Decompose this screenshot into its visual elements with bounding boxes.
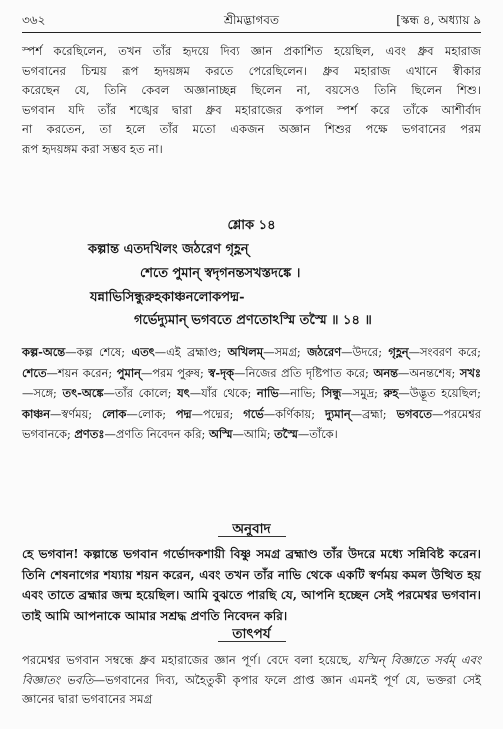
synonym-word: পদ্ম	[175, 406, 192, 421]
synonym-item: শেতে—শয়ন করেন;	[22, 365, 117, 380]
synonym-meaning: এই ব্রহ্মাণ্ড	[166, 345, 218, 359]
synonym-word: গৃহ্ণন্	[388, 345, 409, 359]
synonym-item: অনন্ত—অনন্তশেষ;	[373, 365, 460, 380]
synonym-word: অনন্ত	[373, 365, 398, 380]
synonym-meaning: সমুদ্র	[352, 386, 375, 400]
synonym-word: অস্মি	[208, 427, 233, 441]
synonym-item: কাঞ্চন—স্বর্ণময়;	[22, 406, 103, 421]
synonym-meaning: সংবরণ করে	[420, 345, 478, 359]
synonym-meaning: কল্প শেষে	[76, 345, 122, 359]
intro-paragraph	[22, 42, 481, 159]
synonym-item: তস্মৈ—তাঁকে।	[274, 427, 338, 441]
synonym-word: কল্প-অন্তে	[22, 345, 66, 359]
synonym-item: যৎ—যাঁর থেকে;	[177, 386, 257, 400]
purport-title-rule	[218, 641, 286, 642]
intro-line: ভগবানের চিন্ময় রূপ হৃদয়ঙ্গম করতে পেরেছিলেন। ধ্রুব মহারাজ এখানে স্বীকার	[22, 63, 481, 78]
synonym-meaning: উদরে	[352, 345, 379, 359]
synonym-meaning: শয়ন করেন	[57, 365, 109, 380]
synonym-item: লোক—লোক;	[102, 406, 176, 421]
translation-title: অনুবাদ	[232, 521, 271, 537]
synonym-meaning: অনন্তশেষ	[409, 365, 452, 380]
synonym-word: রুহ	[383, 386, 399, 400]
purport-title: তাৎপর্য	[232, 626, 271, 642]
synonym-word: স্ব-দৃক্	[208, 365, 235, 380]
synonym-item: প্রণতঃ—প্রণতি নিবেদন করি;	[74, 427, 209, 441]
synonym-item: দ্যুমান্—ব্রহ্মা;	[325, 406, 397, 421]
synonym-word: লোক	[102, 406, 127, 421]
synonym-word: তস্মৈ	[274, 427, 298, 441]
purport-quote: যস্মিন্ বিজ্ঞাতে সর্বম্ এবং বিজ্ঞাতং ভবতি	[22, 653, 481, 687]
verse-line-4: গর্ভেদ্যুমান্ ভগবতে প্রণতোঽস্মি তস্মৈ ॥ ১৪ ॥	[134, 313, 372, 328]
synonym-word: অখিলম্	[227, 345, 264, 359]
chapter-reference: [স্কন্ধ ৪, অধ্যায় ৯	[396, 13, 481, 27]
synonym-item: ভগবতে—পরমেশ্বর ভগবানকে;	[22, 406, 481, 441]
synonym-word: দ্যুমান্	[325, 406, 351, 421]
synonym-word: প্রণতঃ	[74, 427, 105, 441]
purport-end: —ভগবানের দিব্য, অহৈতুকী কৃপার ফলে প্রাপ্ত জ্ঞান এমনই পূর্ণ যে, ভক্তরা সেই জ্ঞানের দ্বারা ভগবানের সমগ্র	[22, 672, 482, 706]
page-number: ৩৬২	[22, 13, 46, 27]
synonym-item: সখঃ—সঙ্গে;	[22, 365, 481, 400]
synonym-word: পুমান্	[116, 365, 141, 380]
intro-line: স্পর্শ করেছিলেন, তখন তাঁর হৃদয়ে দিব্য জ্ঞান প্রকাশিত হয়েছিল, এবং ধ্রুব মহারাজ	[22, 44, 481, 58]
verse-line-1: কল্পান্ত এতদখিলং জঠরেণ গৃহ্ণন্	[88, 242, 249, 257]
synonym-item: নাভি—নাভি;	[256, 386, 322, 400]
intro-line: করেছেন যে, তিনি কেবল অজ্ঞানাচ্ছন্ন ছিলেন না, বয়সেও তিনি ছিলেন শিশু।	[22, 83, 481, 97]
synonym-word: শেতে	[22, 365, 47, 380]
synonym-meaning: স্বর্ণময়	[61, 406, 89, 421]
synonym-word: জঠরেণ	[307, 345, 342, 359]
synonym-meaning: কর্ণিকায়	[275, 406, 312, 421]
synonym-word: এতৎ	[131, 345, 155, 359]
synonym-word: যৎ	[177, 386, 190, 400]
synonym-item: গৃহ্ণন্—সংবরণ করে;	[388, 345, 481, 359]
synonym-item: পদ্ম—পদ্মের;	[175, 406, 244, 421]
intro-line: না করতেন, তা হলে তাঁর মতো একজন অজ্ঞান শিশুর পক্ষে ভগবানের পরম	[22, 122, 481, 136]
synonym-meaning: যাঁর থেকে	[201, 386, 248, 400]
synonym-meaning: সমগ্র	[274, 345, 297, 359]
synonym-meaning: তাঁর কোলে	[114, 386, 168, 400]
synonym-item: স্ব-দৃক্—নিজের প্রতি দৃষ্টিপাত করে;	[208, 365, 374, 380]
translation-title-rule	[218, 536, 286, 537]
synonym-word: সখঃ	[459, 365, 481, 380]
synonym-word: গর্ভে	[243, 406, 264, 421]
intro-line: রূপ হৃদয়ঙ্গম করা সম্ভব হত না।	[22, 141, 163, 156]
intro-line: ভগবান যদি তাঁর শঙ্খের দ্বারা ধ্রুব মহারাজের কপাল স্পর্শ করে তাঁকে আশীর্বাদ	[22, 102, 481, 117]
synonym-item: সিন্ধু—সমুদ্র;	[321, 386, 384, 400]
synonym-meaning: নিজের প্রতি দৃষ্টিপাত করে	[245, 365, 366, 380]
synonym-item: অস্মি—আমি;	[208, 427, 275, 441]
verse-title: শ্লোক ১৪	[227, 218, 276, 233]
synonym-meaning: প্রণতি নিবেদন করি	[115, 427, 202, 441]
translation-text: হে ভগবান! কল্পান্তে ভগবান গর্ভোদকশায়ী বিষ্ণু সমগ্র ব্রহ্মাণ্ড তাঁর উদরে মধ্যে সন্নিবিষ্ট করেন। তিনি শেষনাগের শয্যায় শয়ন করেন, এবং তখন তাঁর নাভি থেকে একটি স্বর্ণময় কমল উত্থিত হয় এবং তাতে ব্রহ্মার জন্ম হয়েছিল। আমি বুঝতে পারছি যে, আপনি হচ্ছেন সেই পরমেশ্বর ভগবান। তাই আমি আপনাকে আমার সশ্রদ্ধ প্রণতি নিবেদন করি।	[22, 547, 481, 623]
synonym-meaning: লোক	[137, 406, 163, 421]
synonym-item: পুমান্—পরম পুরুষ;	[116, 365, 209, 380]
synonym-meaning: আমি	[243, 427, 267, 441]
synonym-item: এতৎ—এই ব্রহ্মাণ্ড;	[131, 345, 228, 359]
synonym-meaning: নাভি	[290, 386, 313, 400]
synonym-item: তৎ-অঙ্কে—তাঁর কোলে;	[62, 386, 178, 400]
synonym-meaning: ব্রহ্মা	[362, 406, 383, 421]
verse-line-3: যন্নাভিসিন্ধুরুহকাঞ্চনলোকপদ্ম-	[90, 290, 245, 305]
book-title: শ্রীমদ্ভাগবত	[223, 13, 279, 27]
synonym-word: ভগবতে	[396, 406, 432, 421]
synonym-meaning: তাঁকে	[309, 427, 334, 441]
synonym-item: অখিলম্—সমগ্র;	[227, 345, 308, 359]
purport-start: পরমেশ্বর ভগবান সম্বন্ধে ধ্রুব মহারাজের জ্ঞান পূর্ণ। বেদে বলা হয়েছে,	[22, 653, 358, 667]
synonym-item: জঠরেণ—উদরে;	[307, 345, 389, 359]
synonym-meaning: সঙ্গে	[33, 386, 54, 400]
running-header	[22, 10, 481, 30]
header-rule	[22, 32, 481, 33]
synonym-word: নাভি	[256, 386, 279, 400]
word-for-word-synonyms	[22, 342, 481, 445]
synonym-item: কল্প-অন্তে—কল্প শেষে;	[22, 345, 132, 359]
synonym-word: কাঞ্চন	[22, 406, 51, 421]
synonym-word: তৎ-অঙ্কে	[62, 386, 104, 400]
synonym-item: রুহ—উদ্ভূত হয়েছিল;	[383, 386, 481, 400]
synonym-meaning: পরম পুরুষ	[152, 365, 200, 380]
synonym-meaning: পদ্মের	[202, 406, 230, 421]
synonym-meaning: উদ্ভূত হয়েছিল	[409, 386, 478, 400]
verse-line-2: শেতে পুমান্ স্বদৃগনন্তসখস্তদঙ্কে ।	[140, 266, 301, 281]
synonym-meaning: পরমেশ্বর ভগবানকে	[22, 406, 481, 441]
synonym-word: সিন্ধু	[321, 386, 342, 400]
purport-text	[22, 651, 481, 710]
synonym-item: গর্ভে—কর্ণিকায়;	[243, 406, 325, 421]
